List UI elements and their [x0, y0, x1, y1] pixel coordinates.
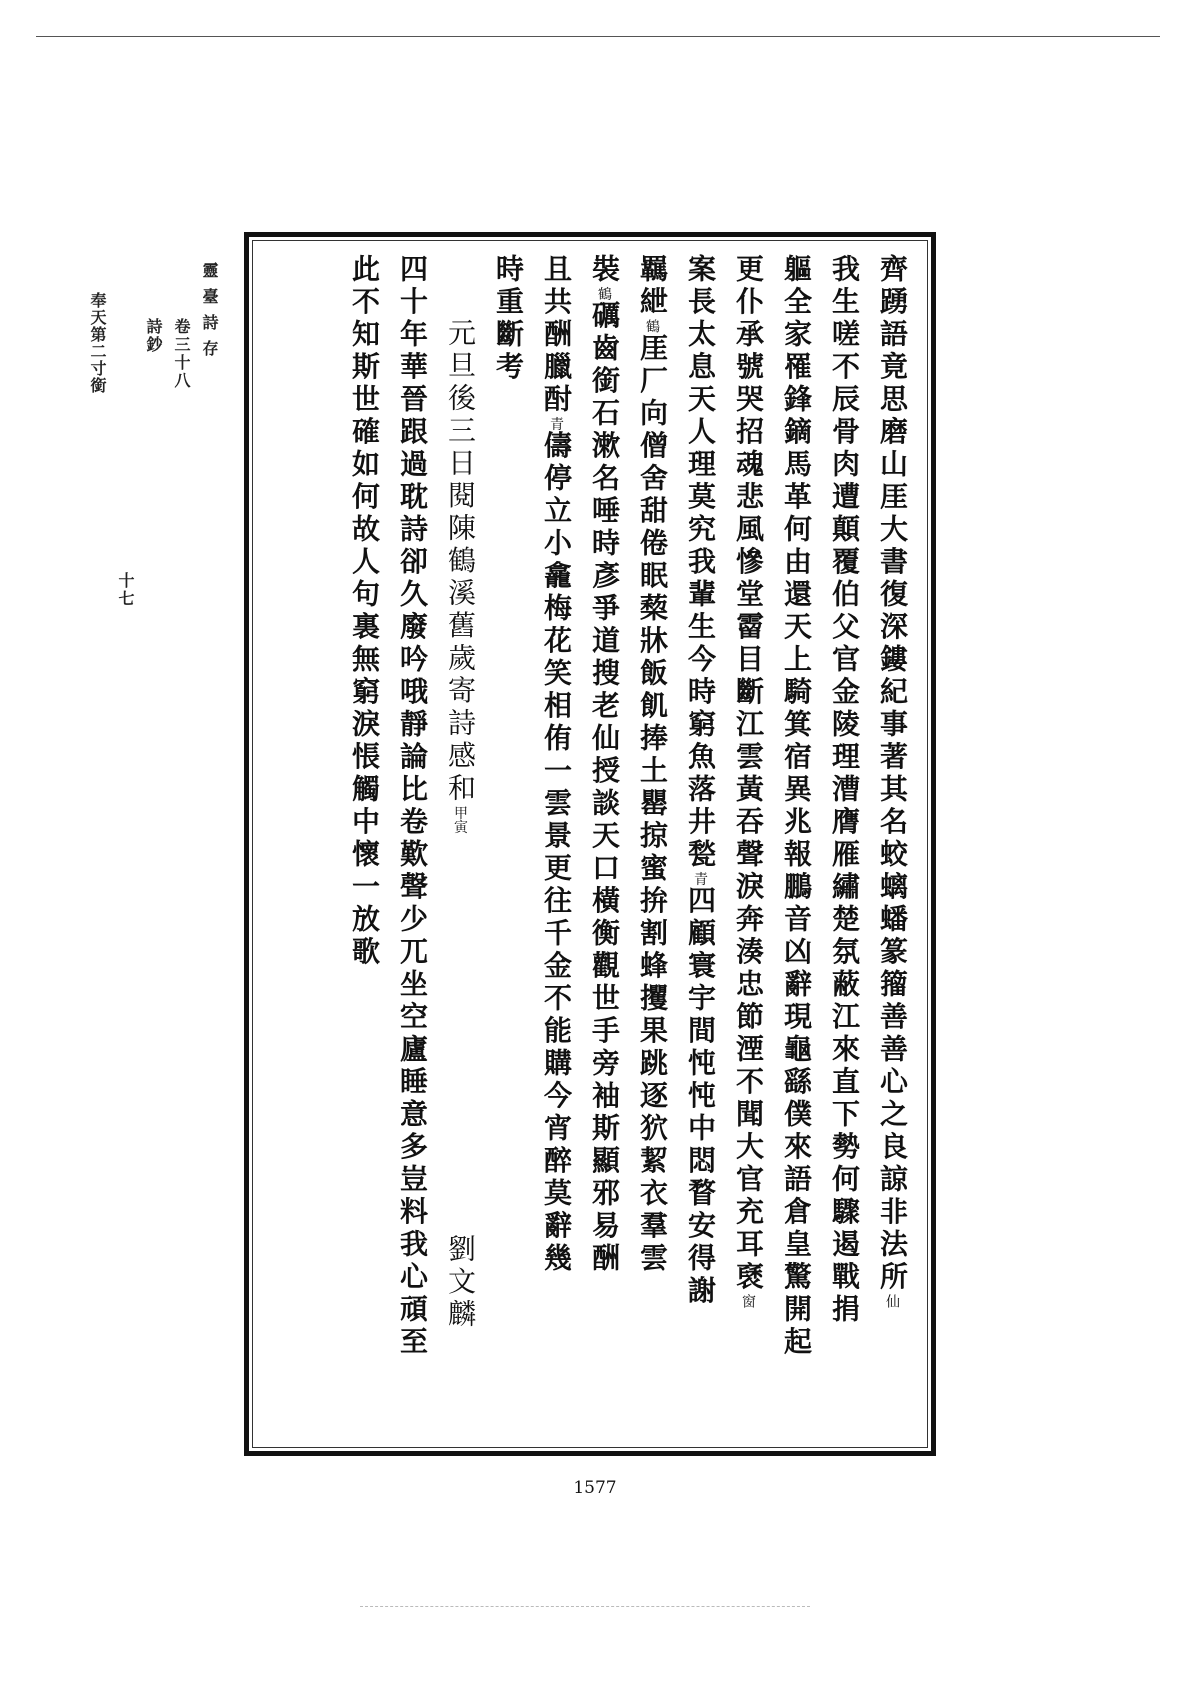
poem-title: 元旦後三日閱陳鶴溪舊歲寄詩感和 — [444, 318, 477, 806]
poem-date-note: 甲寅 — [452, 805, 468, 834]
margin-leaf-number: 十七 — [116, 572, 135, 608]
column-text: 軀全家罹鋒鏑馬革何由還天上騎箕宿異兆報鵬音凶辭現龜繇僕來語倉皇驚開起 — [780, 254, 813, 1359]
text-column-7 — [584, 254, 624, 1444]
poem-author: 劉文麟 — [444, 1233, 477, 1331]
column-text: 羈紲 — [636, 254, 669, 319]
column-text: 裝 — [588, 254, 621, 287]
margin-volume: 卷三十八 — [172, 318, 191, 390]
text-column-9 — [488, 254, 528, 1444]
margin-strip — [88, 262, 223, 1412]
column-text: 且共酬臘酎 — [540, 254, 573, 417]
margin-title: 靈臺詩存 — [200, 262, 219, 366]
inline-note: 窗 — [740, 1294, 756, 1308]
text-column-1 — [872, 254, 912, 1444]
margin-imprint: 奉天第二寸銜 — [88, 292, 107, 394]
text-column-12 — [344, 254, 384, 1444]
inline-note: 青 — [548, 416, 564, 431]
column-text-continued: 礪齒銜石漱名唾時彥爭道搜老仙授談天口橫衡觀世手旁袖斯顯邪易酬 — [588, 300, 621, 1276]
column-text: 齊踴語竟思磨山厓大書復深鏤紀事著其名蛟螭蟠篆籀善善心之良諒非法所 — [876, 254, 909, 1294]
column-text: 我生嗟不辰骨肉遭顛覆伯父官金陵理漕膺雁繡楚氛蔽江來直下勢何驟遏戰捐 — [828, 254, 861, 1327]
column-text: 四十年華晉跟過耽詩卻久廢吟哦靜論比卷歎聲少兀坐空廬睡意多豈料我心頑至 — [396, 254, 429, 1359]
column-text-continued: 厓厂向僧舍甜倦眠蔾牀飯飢捧土罌掠蜜拚割蜂攫果跳逐狖絜衣羣雲 — [636, 333, 669, 1276]
inline-note: 仙 — [884, 1294, 900, 1308]
column-text: 更仆承號哭招魂悲風慘堂霤目斷江雲黃吞聲淚奔湊忠節湮不聞大官充耳褎 — [732, 254, 765, 1294]
text-column-4 — [728, 254, 768, 1444]
text-column-5 — [680, 254, 720, 1444]
column-text: 時重斷考 — [492, 254, 525, 384]
column-text: 此不知斯世確如何故人句裏無窮淚悵觸中懷一放歌 — [348, 254, 381, 969]
text-column-3 — [776, 254, 816, 1444]
text-column-8 — [536, 254, 576, 1444]
column-text-continued: 儔停立小龕梅花笑相侑一雲景更往千金不能購今宵醉莫辭幾 — [540, 430, 573, 1276]
inline-note: 鶴 — [596, 286, 612, 301]
page-number: 1577 — [573, 1478, 617, 1498]
top-rule — [36, 36, 1160, 37]
poem-title-column — [440, 254, 480, 1444]
text-column-2 — [824, 254, 864, 1444]
column-text-continued: 四顧寰宇間忳忳中悶瞀安得謝 — [684, 885, 717, 1308]
text-column-11 — [392, 254, 432, 1444]
column-text: 案長太息天人理莫究我輩生今時窮魚落井甃 — [684, 254, 717, 872]
scan-artifact — [360, 1606, 810, 1607]
inline-note: 青 — [692, 871, 708, 886]
text-column-6 — [632, 254, 672, 1444]
inline-note: 鶴 — [644, 319, 660, 333]
margin-genre: 詩鈔 — [144, 318, 163, 354]
